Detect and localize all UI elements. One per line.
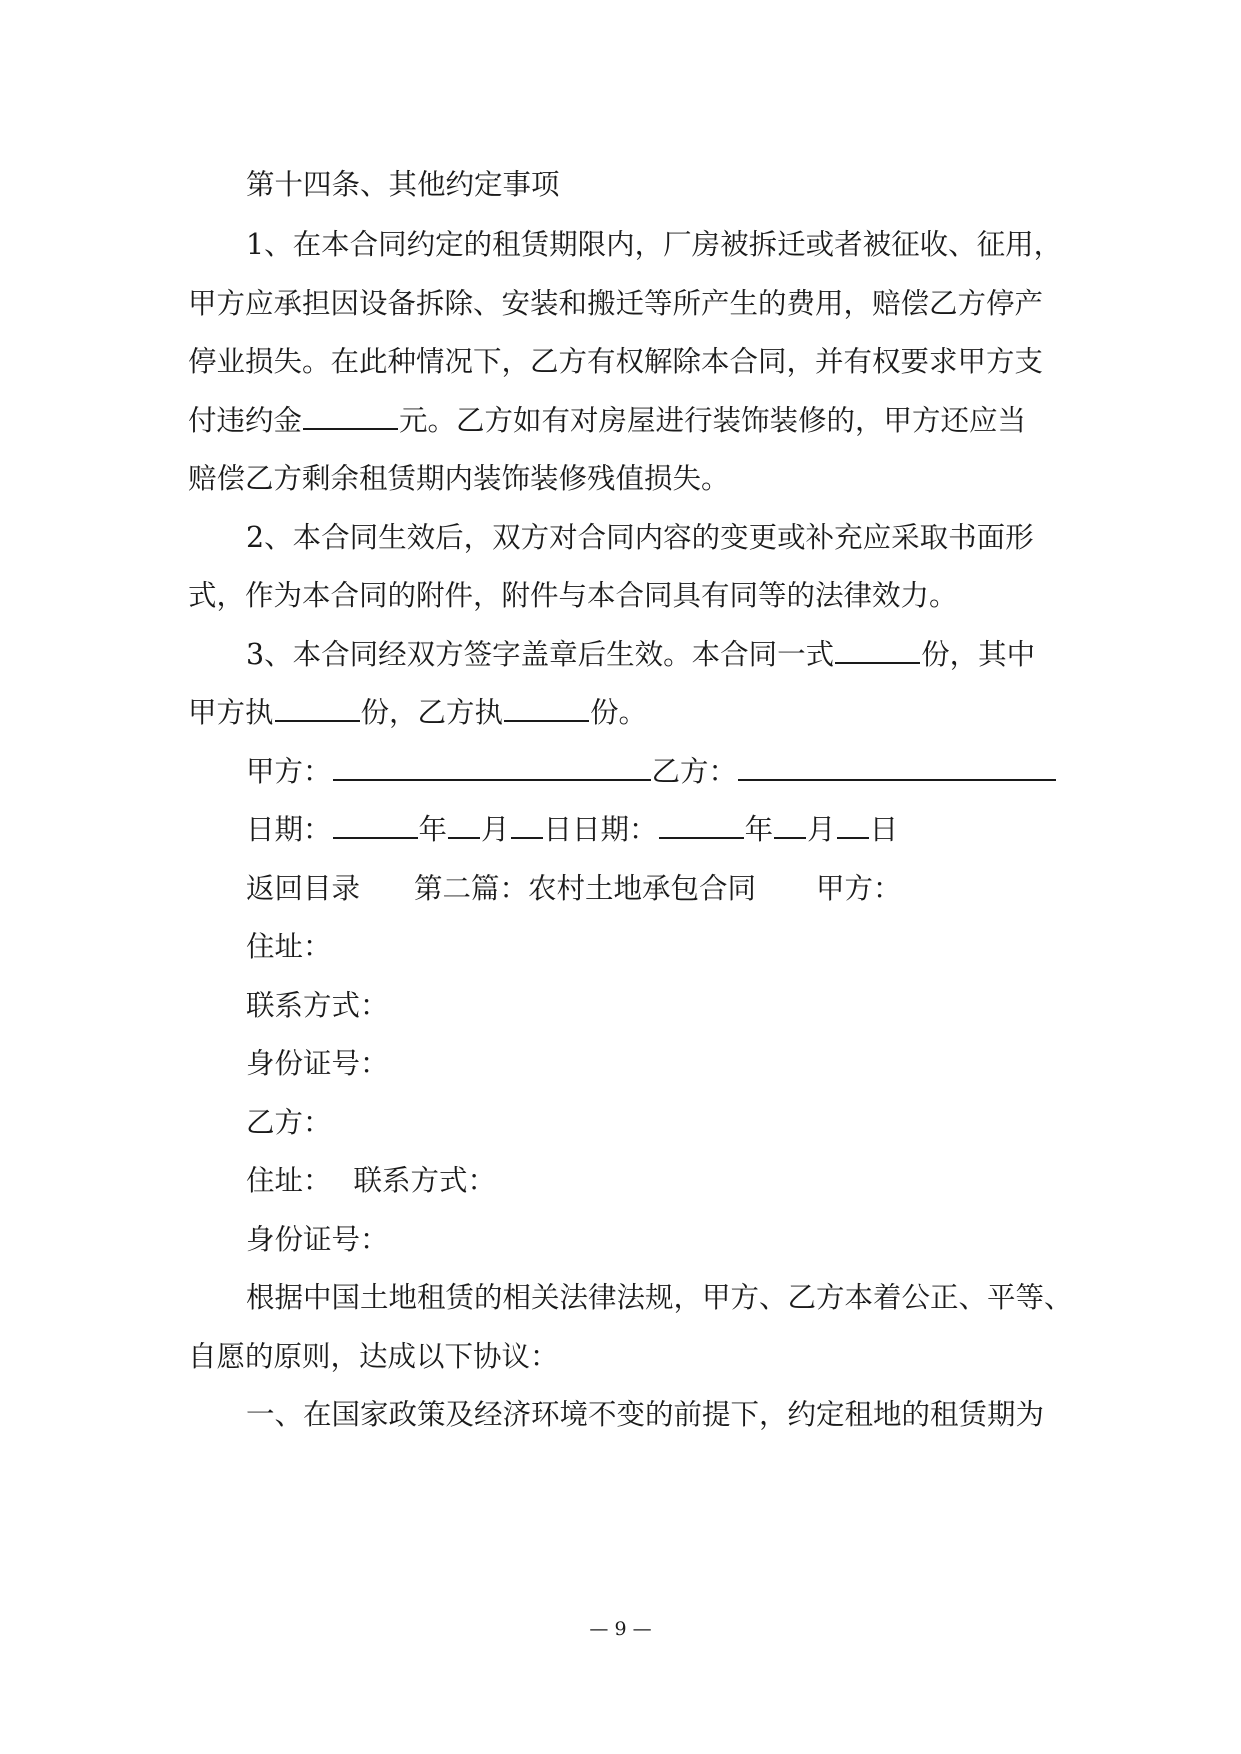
field-id-number: 身份证号：	[246, 1047, 389, 1080]
clause-1-line-1: 一、在国家政策及经济环境不变的前提下，约定租地的租赁期为	[246, 1398, 1045, 1431]
date-a-year-blank	[333, 811, 418, 839]
intro-line-2: 自愿的原则，达成以下协议：	[188, 1340, 559, 1373]
field-address: 住址：	[246, 930, 332, 963]
date-a-month-blank	[448, 811, 480, 839]
intro-line-1: 根据中国土地租赁的相关法律法规，甲方、乙方本着公正、平等、	[246, 1281, 1073, 1314]
date-b-month-blank	[774, 811, 806, 839]
copies-party-a-blank	[275, 694, 360, 722]
date-line: 日期： 年 月 日日期： 年 月 日	[246, 813, 899, 846]
date-b-day-blank	[837, 811, 869, 839]
penalty-amount-blank	[303, 402, 398, 430]
paragraph-3-line-1: 3、本合同经双方签字盖章后生效。本合同一式 份，其中	[246, 638, 1036, 671]
paragraph-1-line-5: 赔偿乙方剩余租赁期内装饰装修残值损失。	[188, 462, 730, 495]
paragraph-2-line-1: 2、本合同生效后，双方对合同内容的变更或补充应采取书面形	[246, 521, 1034, 554]
field-address-contact-b: 住址： 联系方式：	[246, 1164, 497, 1197]
party-a-signature-blank	[333, 753, 651, 781]
date-b-year-blank	[659, 811, 744, 839]
paragraph-2-line-2: 式，作为本合同的附件，附件与本合同具有同等的法律效力。	[188, 579, 958, 612]
paragraph-1-line-3: 停业损失。在此种情况下，乙方有权解除本合同，并有权要求甲方支	[188, 345, 1044, 378]
paragraph-1-line-1: 1、在本合同约定的租赁期限内，厂房被拆迁或者被征收、征用，	[246, 228, 1063, 261]
signature-line: 甲方： 乙方：	[246, 752, 1066, 792]
paragraph-1-line-2: 甲方应承担因设备拆除、安装和搬迁等所产生的费用，赔偿乙方停产	[188, 287, 1044, 320]
paragraph-1-line-4: 付违约金 元。乙方如有对房屋进行装饰装修的，甲方还应当	[188, 404, 1027, 437]
copies-total-blank	[835, 636, 920, 664]
toc-line: 返回目录 第二篇：农村土地承包合同 甲方：	[246, 869, 1066, 909]
field-id-number-b: 身份证号：	[246, 1223, 389, 1256]
back-to-contents-link[interactable]: 返回目录	[246, 872, 361, 905]
chapter-title: 第二篇：农村土地承包合同	[414, 872, 757, 905]
copies-party-b-blank	[504, 694, 589, 722]
article-heading: 第十四条、其他约定事项	[246, 168, 560, 201]
paragraph-3-line-2: 甲方执 份，乙方执 份。	[188, 696, 648, 729]
date-a-day-blank	[511, 811, 543, 839]
field-party-b: 乙方：	[246, 1106, 332, 1139]
page-number: — 9 —	[589, 1618, 652, 1640]
party-b-signature-blank	[738, 753, 1056, 781]
field-contact: 联系方式：	[246, 989, 389, 1022]
